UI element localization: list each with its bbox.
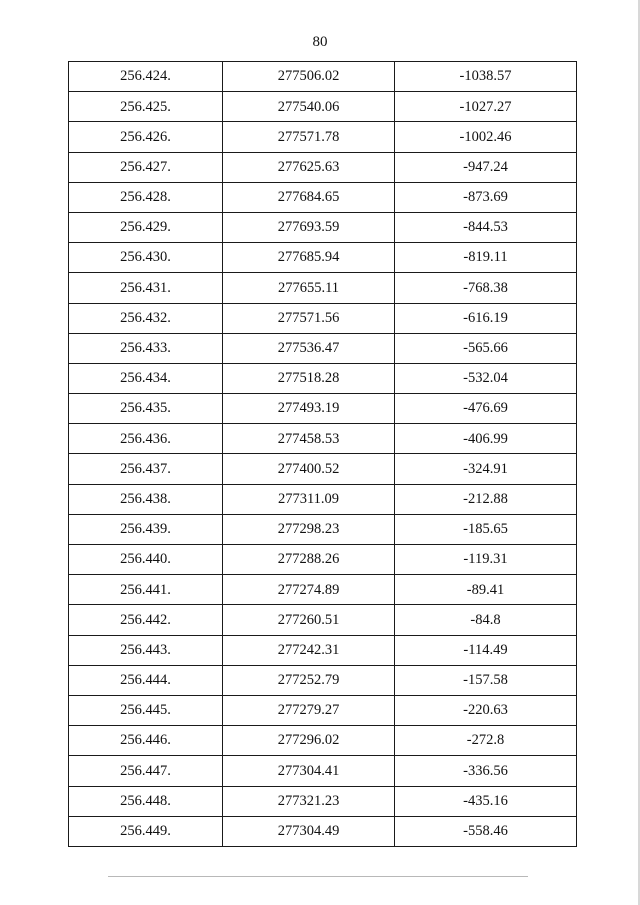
point-number-cell: 256.443. (69, 635, 223, 665)
y-coordinate-cell: -84.8 (395, 605, 577, 635)
table-row (69, 786, 577, 816)
point-number-cell: 256.446. (69, 726, 223, 756)
y-coordinate-cell: -947.24 (395, 152, 577, 182)
table-row (69, 152, 577, 182)
point-number-cell: 256.434. (69, 363, 223, 393)
table-row (69, 484, 577, 514)
table-row (69, 212, 577, 242)
table-row (69, 333, 577, 363)
table-row (69, 545, 577, 575)
x-coordinate-cell: 277311.09 (223, 484, 395, 514)
x-coordinate-cell: 277693.59 (223, 212, 395, 242)
x-coordinate-cell: 277304.41 (223, 756, 395, 786)
table-row (69, 273, 577, 303)
y-coordinate-cell: -476.69 (395, 394, 577, 424)
table-row (69, 62, 577, 92)
x-coordinate-cell: 277506.02 (223, 62, 395, 92)
point-number-cell: 256.425. (69, 92, 223, 122)
table-row (69, 726, 577, 756)
y-coordinate-cell: -819.11 (395, 243, 577, 273)
point-number-cell: 256.433. (69, 333, 223, 363)
table-row (69, 243, 577, 273)
x-coordinate-cell: 277298.23 (223, 514, 395, 544)
x-coordinate-cell: 277296.02 (223, 726, 395, 756)
table-row (69, 303, 577, 333)
y-coordinate-cell: -1027.27 (395, 92, 577, 122)
point-number-cell: 256.447. (69, 756, 223, 786)
y-coordinate-cell: -272.8 (395, 726, 577, 756)
point-number-cell: 256.441. (69, 575, 223, 605)
x-coordinate-cell: 277279.27 (223, 695, 395, 725)
x-coordinate-cell: 277684.65 (223, 182, 395, 212)
point-number-cell: 256.437. (69, 454, 223, 484)
x-coordinate-cell: 277458.53 (223, 424, 395, 454)
x-coordinate-cell: 277274.89 (223, 575, 395, 605)
table-row (69, 605, 577, 635)
table-row (69, 816, 577, 846)
y-coordinate-cell: -89.41 (395, 575, 577, 605)
y-coordinate-cell: -119.31 (395, 545, 577, 575)
y-coordinate-cell: -406.99 (395, 424, 577, 454)
y-coordinate-cell: -435.16 (395, 786, 577, 816)
x-coordinate-cell: 277536.47 (223, 333, 395, 363)
y-coordinate-cell: -532.04 (395, 363, 577, 393)
table-row (69, 182, 577, 212)
x-coordinate-cell: 277304.49 (223, 816, 395, 846)
y-coordinate-cell: -336.56 (395, 756, 577, 786)
y-coordinate-cell: -212.88 (395, 484, 577, 514)
x-coordinate-cell: 277540.06 (223, 92, 395, 122)
y-coordinate-cell: -873.69 (395, 182, 577, 212)
page-number: 80 (312, 34, 328, 50)
y-coordinate-cell: -1002.46 (395, 122, 577, 152)
table-row (69, 665, 577, 695)
x-coordinate-cell: 277571.78 (223, 122, 395, 152)
bottom-rule (108, 876, 528, 877)
coordinates-table (68, 61, 577, 847)
y-coordinate-cell: -565.66 (395, 333, 577, 363)
point-number-cell: 256.445. (69, 695, 223, 725)
x-coordinate-cell: 277685.94 (223, 243, 395, 273)
point-number-cell: 256.442. (69, 605, 223, 635)
x-coordinate-cell: 277518.28 (223, 363, 395, 393)
point-number-cell: 256.449. (69, 816, 223, 846)
point-number-cell: 256.428. (69, 182, 223, 212)
x-coordinate-cell: 277242.31 (223, 635, 395, 665)
table-row (69, 514, 577, 544)
table-row (69, 756, 577, 786)
point-number-cell: 256.444. (69, 665, 223, 695)
table-row (69, 635, 577, 665)
table-row (69, 122, 577, 152)
point-number-cell: 256.440. (69, 545, 223, 575)
y-coordinate-cell: -324.91 (395, 454, 577, 484)
x-coordinate-cell: 277655.11 (223, 273, 395, 303)
y-coordinate-cell: -185.65 (395, 514, 577, 544)
point-number-cell: 256.436. (69, 424, 223, 454)
y-coordinate-cell: -768.38 (395, 273, 577, 303)
point-number-cell: 256.424. (69, 62, 223, 92)
x-coordinate-cell: 277400.52 (223, 454, 395, 484)
table-body (69, 62, 577, 847)
y-coordinate-cell: -114.49 (395, 635, 577, 665)
point-number-cell: 256.448. (69, 786, 223, 816)
point-number-cell: 256.431. (69, 273, 223, 303)
y-coordinate-cell: -1038.57 (395, 62, 577, 92)
table-row (69, 394, 577, 424)
x-coordinate-cell: 277625.63 (223, 152, 395, 182)
table-row (69, 363, 577, 393)
table-row (69, 575, 577, 605)
table-row (69, 454, 577, 484)
y-coordinate-cell: -157.58 (395, 665, 577, 695)
point-number-cell: 256.432. (69, 303, 223, 333)
x-coordinate-cell: 277252.79 (223, 665, 395, 695)
x-coordinate-cell: 277493.19 (223, 394, 395, 424)
y-coordinate-cell: -558.46 (395, 816, 577, 846)
point-number-cell: 256.426. (69, 122, 223, 152)
point-number-cell: 256.427. (69, 152, 223, 182)
y-coordinate-cell: -616.19 (395, 303, 577, 333)
point-number-cell: 256.439. (69, 514, 223, 544)
table-row (69, 92, 577, 122)
y-coordinate-cell: -220.63 (395, 695, 577, 725)
x-coordinate-cell: 277321.23 (223, 786, 395, 816)
x-coordinate-cell: 277260.51 (223, 605, 395, 635)
point-number-cell: 256.438. (69, 484, 223, 514)
x-coordinate-cell: 277288.26 (223, 545, 395, 575)
point-number-cell: 256.430. (69, 243, 223, 273)
point-number-cell: 256.429. (69, 212, 223, 242)
table-row (69, 695, 577, 725)
x-coordinate-cell: 277571.56 (223, 303, 395, 333)
y-coordinate-cell: -844.53 (395, 212, 577, 242)
table-row (69, 424, 577, 454)
point-number-cell: 256.435. (69, 394, 223, 424)
